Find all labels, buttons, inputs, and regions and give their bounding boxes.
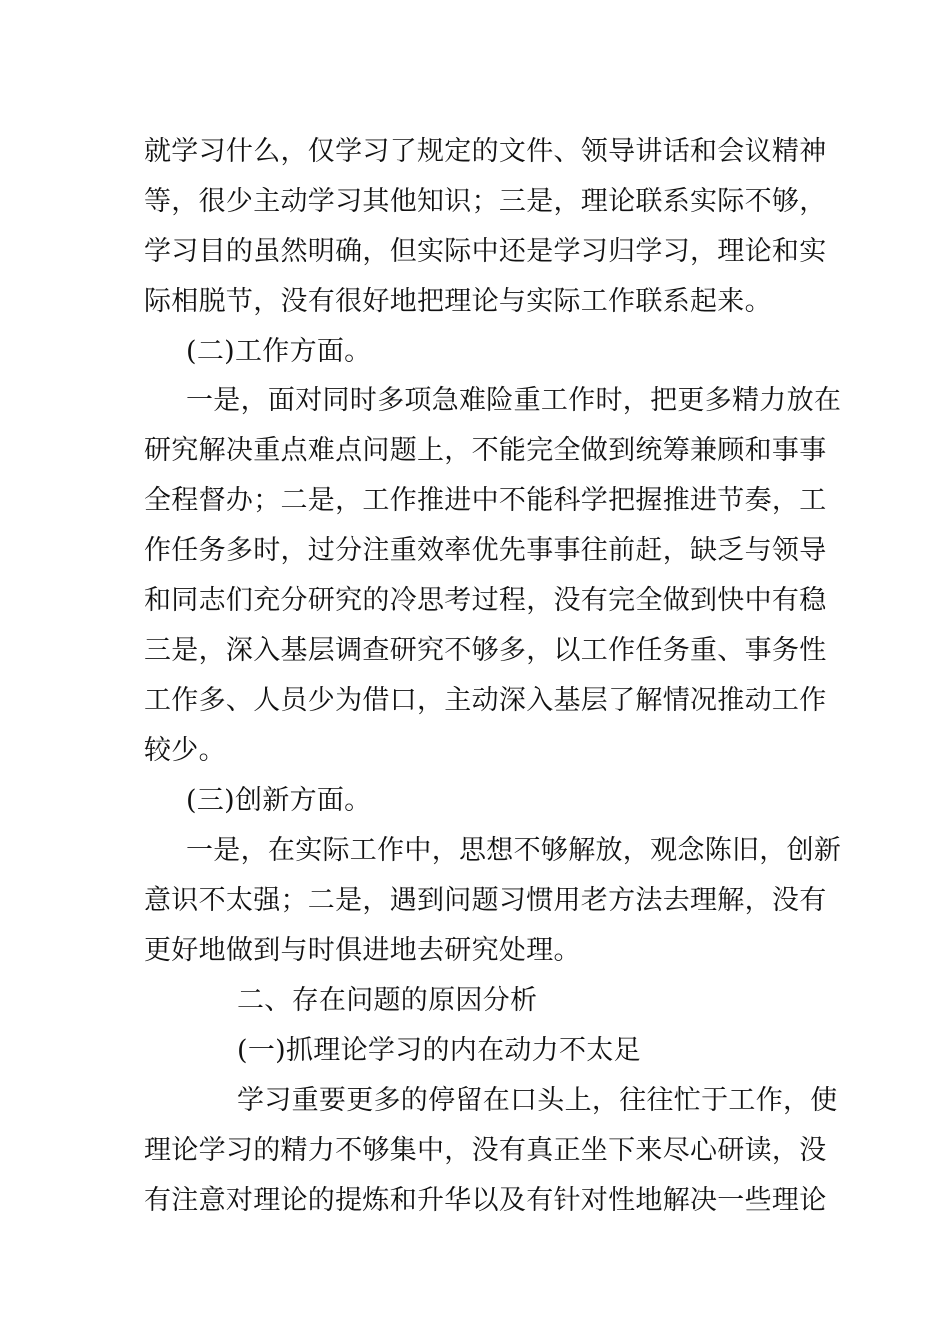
paragraph-line: 工作多、人员少为借口，主动深入基层了解情况推动工作 xyxy=(144,685,827,716)
paragraph-line: 意识不太强；二是，遇到问题习惯用老方法去理解，没有 xyxy=(144,885,827,916)
paragraph-line: 一是，在实际工作中，思想不够解放，观念陈旧，创新 xyxy=(186,835,842,866)
paragraph-line: 较少。 xyxy=(144,735,226,766)
paragraph-line: 全程督办；二是，工作推进中不能科学把握推进节奏，工 xyxy=(144,485,827,516)
paragraph-line: 学习重要更多的停留在口头上，往往忙于工作，使 xyxy=(237,1085,838,1116)
paragraph-line: 研究解决重点难点问题上，不能完全做到统筹兼顾和事事 xyxy=(144,435,827,466)
paragraph-line: 和同志们充分研究的冷思考过程，没有完全做到快中有稳 xyxy=(144,585,827,616)
paragraph-line: 三是，深入基层调查研究不够多，以工作任务重、事务性 xyxy=(144,635,827,666)
paragraph-line: 学习目的虽然明确，但实际中还是学习归学习，理论和实 xyxy=(144,236,827,267)
chapter-heading-cause-analysis: 二、存在问题的原因分析 xyxy=(237,985,538,1016)
paragraph-line: 理论学习的精力不够集中，没有真正坐下来尽心研读，没 xyxy=(144,1135,827,1166)
section-heading-theory-study: (一)抓理论学习的内在动力不太足 xyxy=(237,1035,641,1066)
paragraph-line: 更好地做到与时俱进地去研究处理。 xyxy=(144,935,581,966)
paragraph-line: 有注意对理论的提炼和升华以及有针对性地解决一些理论 xyxy=(144,1185,827,1216)
paragraph-line: 就学习什么，仅学习了规定的文件、领导讲话和会议精神 xyxy=(144,136,827,167)
paragraph-line: 际相脱节，没有很好地把理论与实际工作联系起来。 xyxy=(144,286,772,317)
paragraph-line: 作任务多时，过分注重效率优先事事往前赶，缺乏与领导 xyxy=(144,535,827,566)
section-heading-work: (二)工作方面。 xyxy=(186,336,372,367)
paragraph-line: 等，很少主动学习其他知识；三是，理论联系实际不够， xyxy=(144,186,827,217)
paragraph-line: 一是，面对同时多项急难险重工作时，把更多精力放在 xyxy=(186,385,842,416)
section-heading-innovation: (三)创新方面。 xyxy=(186,785,372,816)
